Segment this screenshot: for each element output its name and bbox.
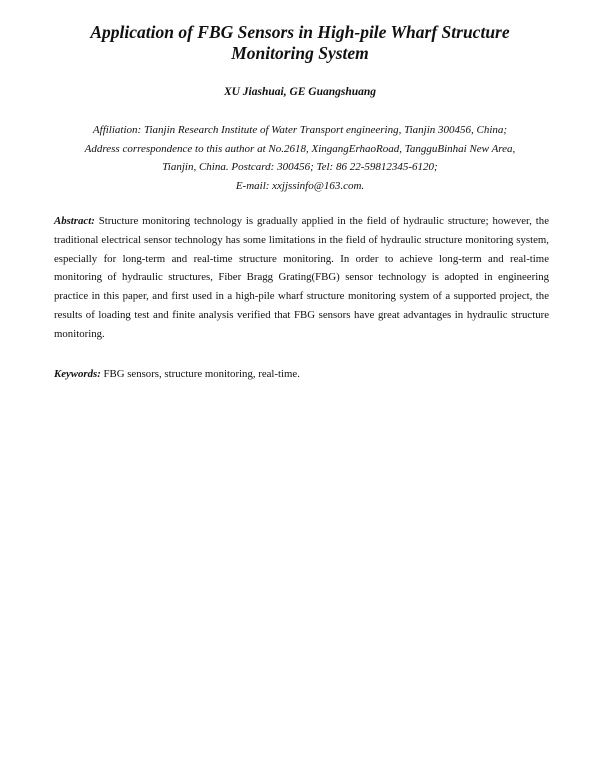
author-affiliation	[50, 121, 550, 195]
paper-authors: XU Jiashuai, GE Guangshuang	[223, 86, 377, 98]
abstract-label: Abstract:	[54, 215, 95, 227]
affiliation-line-4-email: E-mail: xxjjssinfo@163.com.	[235, 179, 365, 192]
affiliation-line-2: Address correspondence to this author at No.2618, XingangErhaoRoad, TangguBinhai New Area,	[84, 142, 516, 155]
affiliation-line-1: Affiliation: Tianjin Research Institute of Water Transport engineering, Tianjin 300456, China;	[92, 124, 508, 136]
keywords-paragraph	[54, 366, 549, 382]
affiliation-line-3: Tianjin, China. Postcard: 300456; Tel: 86 22-59812345-6120;	[162, 161, 438, 173]
keywords-label: Keywords:	[54, 368, 101, 380]
paper-title: Application of FBG Sensors in High-pile Wharf Structure Monitoring System	[90, 22, 510, 63]
abstract-paragraph	[54, 212, 549, 344]
abstract-text: Structure monitoring technology is gradually applied in the field of hydraulic structure; however, the traditional electrical sensor technology has some limitations in the field of hydraulic structure monitoring system, especially for long-term and real-time structure monitoring. In order to achieve long-term and real-time monitoring of hydraulic structures, Fiber Bragg Grating(FBG) sensor technology is adopted in engineering practice in this paper, and first used in a high-pile wharf structure monitoring system of a supported project, the results of loading test and finite analysis verified that FBG sensors have great advantages in hydraulic structure monitoring.	[54, 215, 549, 340]
keywords-text: FBG sensors, structure monitoring, real-time.	[103, 368, 300, 380]
